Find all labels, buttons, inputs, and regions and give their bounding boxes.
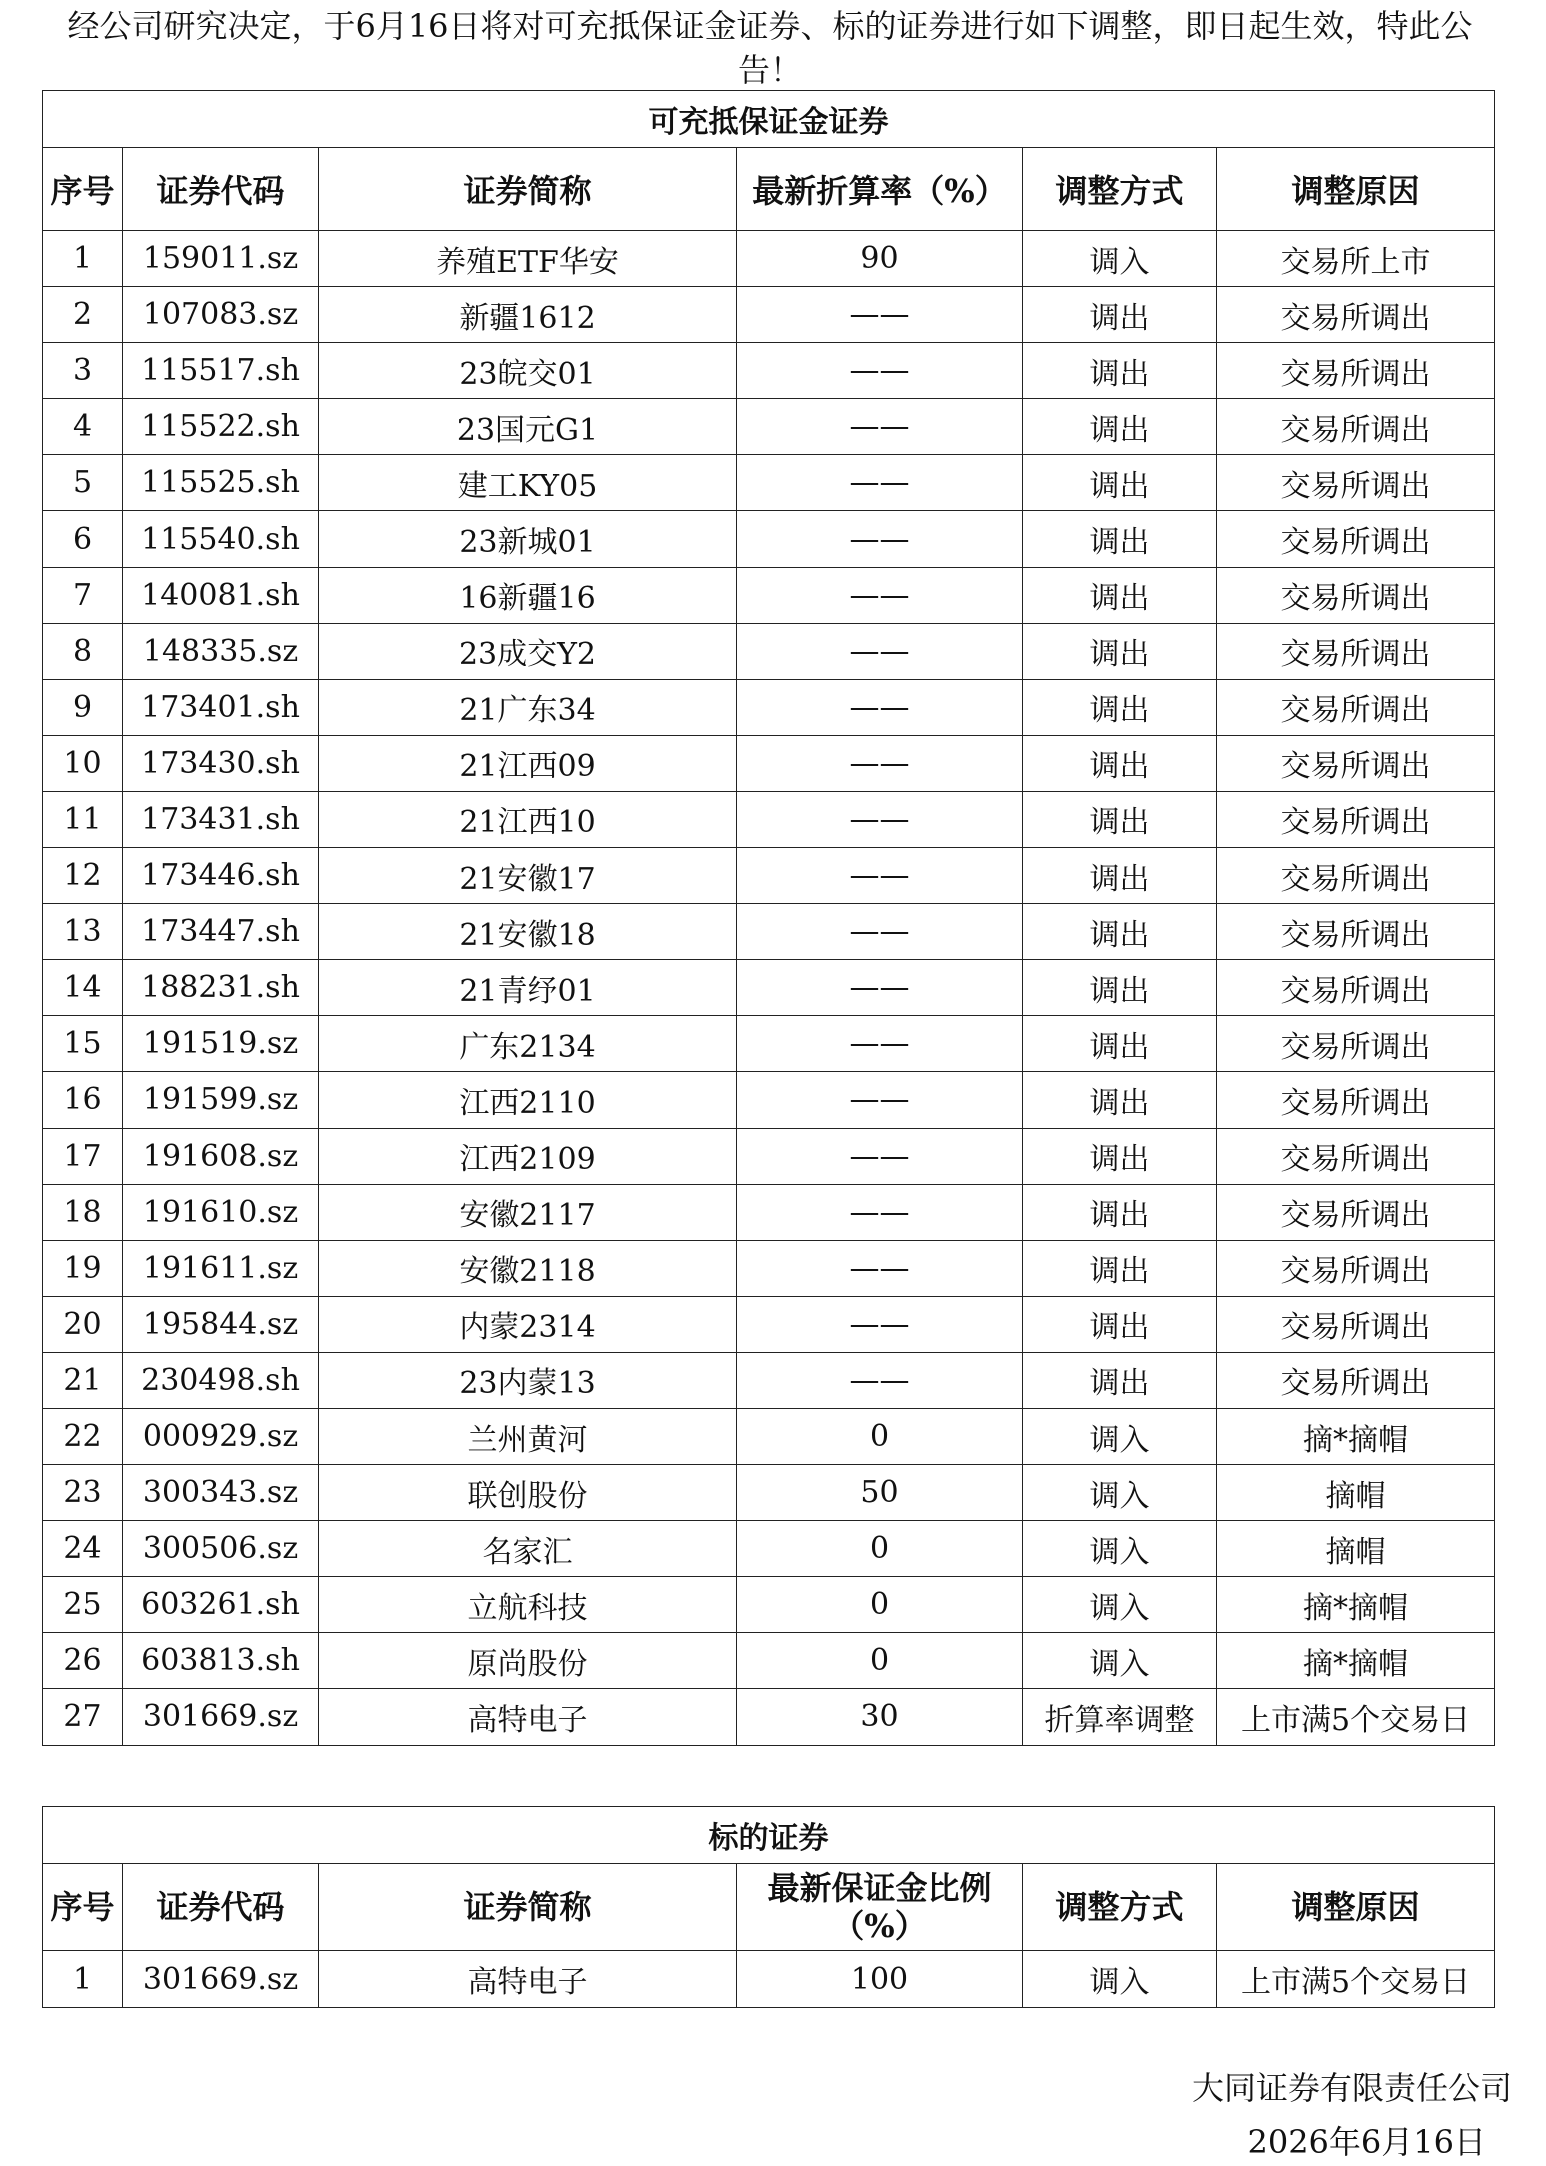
table-cell: 26 [43,1633,123,1689]
table-cell: 16新疆16 [319,567,737,623]
table-cell: 21安徽18 [319,904,737,960]
table-row [43,1689,1495,1745]
table-cell: —— [737,1128,1023,1184]
table-cell: 173446.sh [123,848,319,904]
table-cell: 191610.sz [123,1184,319,1240]
table-row [43,848,1495,904]
table-cell: 107083.sz [123,287,319,343]
table-cell: —— [737,960,1023,1016]
table-cell: 交易所上市 [1217,231,1495,287]
table-row [43,567,1495,623]
table-cell: 调出 [1023,1296,1217,1352]
table-cell: 6 [43,511,123,567]
table-cell: 191519.sz [123,1016,319,1072]
table-row [43,1184,1495,1240]
table-cell: 调出 [1023,679,1217,735]
table-cell: —— [737,679,1023,735]
table-cell: 调出 [1023,1352,1217,1408]
table-row [43,623,1495,679]
table-cell: —— [737,399,1023,455]
table-cell: 名家汇 [319,1521,737,1577]
table-cell: 交易所调出 [1217,960,1495,1016]
table-cell: 23内蒙13 [319,1352,737,1408]
table-cell: 23国元G1 [319,399,737,455]
column-header: 序号 [43,1864,123,1951]
table-cell: 调出 [1023,455,1217,511]
table-cell: 7 [43,567,123,623]
table-cell: 调入 [1023,1633,1217,1689]
table-cell: 140081.sh [123,567,319,623]
table-cell: 21江西10 [319,791,737,847]
table-cell: 23 [43,1465,123,1521]
table-cell: —— [737,455,1023,511]
table-cell: 调出 [1023,735,1217,791]
table-row [43,904,1495,960]
table-cell: 江西2110 [319,1072,737,1128]
table-cell: 115525.sh [123,455,319,511]
table-cell: 新疆1612 [319,287,737,343]
table-cell: 调出 [1023,1072,1217,1128]
table-cell: 14 [43,960,123,1016]
column-header: 调整方式 [1023,148,1217,231]
table-cell: 19 [43,1240,123,1296]
table-cell: 1 [43,231,123,287]
table-cell: —— [737,791,1023,847]
table-cell: 交易所调出 [1217,1240,1495,1296]
table-cell: 23皖交01 [319,343,737,399]
table-cell: 江西2109 [319,1128,737,1184]
table-row [43,735,1495,791]
table-cell: 调入 [1023,1951,1217,2008]
table-row [43,1633,1495,1689]
table-row [43,1016,1495,1072]
table-cell: 内蒙2314 [319,1296,737,1352]
collateral-securities-table [42,90,1495,1746]
table-cell: 4 [43,399,123,455]
table-cell: 摘*摘帽 [1217,1577,1495,1633]
table-cell: 调出 [1023,1184,1217,1240]
table-cell: 交易所调出 [1217,679,1495,735]
table-cell: 调入 [1023,1465,1217,1521]
table-cell: 115522.sh [123,399,319,455]
table-cell: 上市满5个交易日 [1217,1951,1495,2008]
column-header: 调整原因 [1217,1864,1495,1951]
table-cell: 100 [737,1951,1023,2008]
table-cell: 300506.sz [123,1521,319,1577]
table-row [43,1465,1495,1521]
table-cell: 21广东34 [319,679,737,735]
table-cell: —— [737,1184,1023,1240]
table-cell: 摘*摘帽 [1217,1633,1495,1689]
table-cell: 12 [43,848,123,904]
table-cell: 交易所调出 [1217,1072,1495,1128]
table-cell: 0 [737,1633,1023,1689]
table-cell: 调出 [1023,511,1217,567]
table-cell: 23新城01 [319,511,737,567]
column-header: 证券代码 [123,148,319,231]
table-row [43,1240,1495,1296]
table-cell: —— [737,904,1023,960]
table-cell: 立航科技 [319,1577,737,1633]
table-cell: 联创股份 [319,1465,737,1521]
table-cell: 交易所调出 [1217,904,1495,960]
table-cell: 188231.sh [123,960,319,1016]
column-header: 证券简称 [319,148,737,231]
table-cell: 17 [43,1128,123,1184]
table-header-row [43,148,1495,231]
column-header: 调整方式 [1023,1864,1217,1951]
table-row [43,287,1495,343]
table-cell: 交易所调出 [1217,1352,1495,1408]
table-cell: 21 [43,1352,123,1408]
table-cell: 50 [737,1465,1023,1521]
table-cell: 调出 [1023,623,1217,679]
table-cell: —— [737,848,1023,904]
table-cell: 0 [737,1577,1023,1633]
table-cell: 301669.sz [123,1951,319,2008]
table-cell: 25 [43,1577,123,1633]
table-cell: 23成交Y2 [319,623,737,679]
table-cell: 21江西09 [319,735,737,791]
table-cell: 21青纾01 [319,960,737,1016]
table-row [43,1521,1495,1577]
table-cell: 养殖ETF华安 [319,231,737,287]
table-cell: 30 [737,1689,1023,1745]
table-cell: 调入 [1023,231,1217,287]
table-cell: 调入 [1023,1521,1217,1577]
table-cell: 建工KY05 [319,455,737,511]
table-cell: 交易所调出 [1217,848,1495,904]
table-cell: 摘*摘帽 [1217,1408,1495,1464]
table-cell: 摘帽 [1217,1521,1495,1577]
table-row [43,511,1495,567]
table-header-row [43,1864,1495,1951]
table-cell: 11 [43,791,123,847]
table-cell: 交易所调出 [1217,1296,1495,1352]
table-cell: 调出 [1023,287,1217,343]
column-header: 证券简称 [319,1864,737,1951]
column-header: 序号 [43,148,123,231]
table-row [43,960,1495,1016]
table-cell: 115517.sh [123,343,319,399]
table-row [43,231,1495,287]
table-cell: 115540.sh [123,511,319,567]
table-row [43,679,1495,735]
table-cell: 159011.sz [123,231,319,287]
table-cell: —— [737,511,1023,567]
table-cell: 173401.sh [123,679,319,735]
table-cell: —— [737,1072,1023,1128]
table-cell: 调出 [1023,848,1217,904]
table-cell: 21安徽17 [319,848,737,904]
table-caption: 标的证券 [43,1807,1495,1864]
table-cell: 交易所调出 [1217,1016,1495,1072]
table-cell: 18 [43,1184,123,1240]
table-cell: 交易所调出 [1217,511,1495,567]
table-row [43,1577,1495,1633]
table-cell: —— [737,1296,1023,1352]
table-cell: 调出 [1023,1016,1217,1072]
table-cell: 调出 [1023,960,1217,1016]
table-cell: 300343.sz [123,1465,319,1521]
table-cell: 安徽2117 [319,1184,737,1240]
table-cell: 交易所调出 [1217,735,1495,791]
table-cell: 8 [43,623,123,679]
column-header: 最新保证金比例（%） [737,1864,1023,1951]
table-cell: 交易所调出 [1217,1184,1495,1240]
table-cell: 90 [737,231,1023,287]
table-cell: 原尚股份 [319,1633,737,1689]
table-cell: 交易所调出 [1217,343,1495,399]
table-cell: 195844.sz [123,1296,319,1352]
table-cell: 调出 [1023,791,1217,847]
table-cell: 13 [43,904,123,960]
table-cell: 10 [43,735,123,791]
table-caption: 可充抵保证金证券 [43,91,1495,148]
announcement-intro: 经公司研究决定，于6月16日将对可充抵保证金证券、标的证券进行如下调整，即日起生效，特此公告！ [67,7,1473,89]
table-cell: 603813.sh [123,1633,319,1689]
table-cell: 调出 [1023,1128,1217,1184]
table-cell: 广东2134 [319,1016,737,1072]
table-cell: 交易所调出 [1217,567,1495,623]
table-row [43,399,1495,455]
table-cell: 2 [43,287,123,343]
column-header: 调整原因 [1217,148,1495,231]
table-cell: 000929.sz [123,1408,319,1464]
table-cell: —— [737,1240,1023,1296]
table-row [43,1072,1495,1128]
table-row [43,455,1495,511]
table-row [43,1951,1495,2008]
table-cell: —— [737,567,1023,623]
table-cell: 交易所调出 [1217,455,1495,511]
table-cell: 16 [43,1072,123,1128]
table-cell: —— [737,343,1023,399]
table-cell: 安徽2118 [319,1240,737,1296]
table-cell: 9 [43,679,123,735]
table-cell: 调入 [1023,1577,1217,1633]
table-cell: 27 [43,1689,123,1745]
table-cell: 摘帽 [1217,1465,1495,1521]
table-row [43,343,1495,399]
table-cell: 24 [43,1521,123,1577]
signature-date: 2026年6月16日 [1247,2123,1486,2161]
table-cell: 1 [43,1951,123,2008]
table-cell: 折算率调整 [1023,1689,1217,1745]
table-row [43,1296,1495,1352]
table-cell: 20 [43,1296,123,1352]
table-body [43,231,1495,1746]
table-cell: 调出 [1023,343,1217,399]
table-cell: 交易所调出 [1217,1128,1495,1184]
table-cell: 148335.sz [123,623,319,679]
table-cell: 191599.sz [123,1072,319,1128]
table-cell: 173430.sh [123,735,319,791]
table-cell: 兰州黄河 [319,1408,737,1464]
table-cell: 调出 [1023,1240,1217,1296]
table-cell: —— [737,1016,1023,1072]
table-cell: 调入 [1023,1408,1217,1464]
column-header: 证券代码 [123,1864,319,1951]
table-cell: 0 [737,1521,1023,1577]
table-cell: 191608.sz [123,1128,319,1184]
table-cell: 交易所调出 [1217,399,1495,455]
table-cell: 调出 [1023,567,1217,623]
table-cell: 5 [43,455,123,511]
table-cell: 调出 [1023,904,1217,960]
table-cell: 交易所调出 [1217,791,1495,847]
column-header: 最新折算率（%） [737,148,1023,231]
table-cell: —— [737,735,1023,791]
table-cell: 3 [43,343,123,399]
table-row [43,1128,1495,1184]
table-cell: —— [737,623,1023,679]
table-cell: 交易所调出 [1217,623,1495,679]
table-cell: 173431.sh [123,791,319,847]
table-cell: —— [737,1352,1023,1408]
table-cell: —— [737,287,1023,343]
table-cell: 15 [43,1016,123,1072]
table-cell: 230498.sh [123,1352,319,1408]
table-row [43,1408,1495,1464]
table-cell: 高特电子 [319,1689,737,1745]
table-body [43,1951,1495,2008]
table-cell: 0 [737,1408,1023,1464]
table-row [43,1352,1495,1408]
table-cell: 173447.sh [123,904,319,960]
table-row [43,791,1495,847]
table-cell: 上市满5个交易日 [1217,1689,1495,1745]
table-cell: 交易所调出 [1217,287,1495,343]
table-cell: 调出 [1023,399,1217,455]
table-cell: 301669.sz [123,1689,319,1745]
signature-company: 大同证券有限责任公司 [1191,2069,1512,2107]
table-cell: 22 [43,1408,123,1464]
table-cell: 高特电子 [319,1951,737,2008]
underlying-securities-table [42,1806,1495,2008]
table-cell: 191611.sz [123,1240,319,1296]
table-cell: 603261.sh [123,1577,319,1633]
